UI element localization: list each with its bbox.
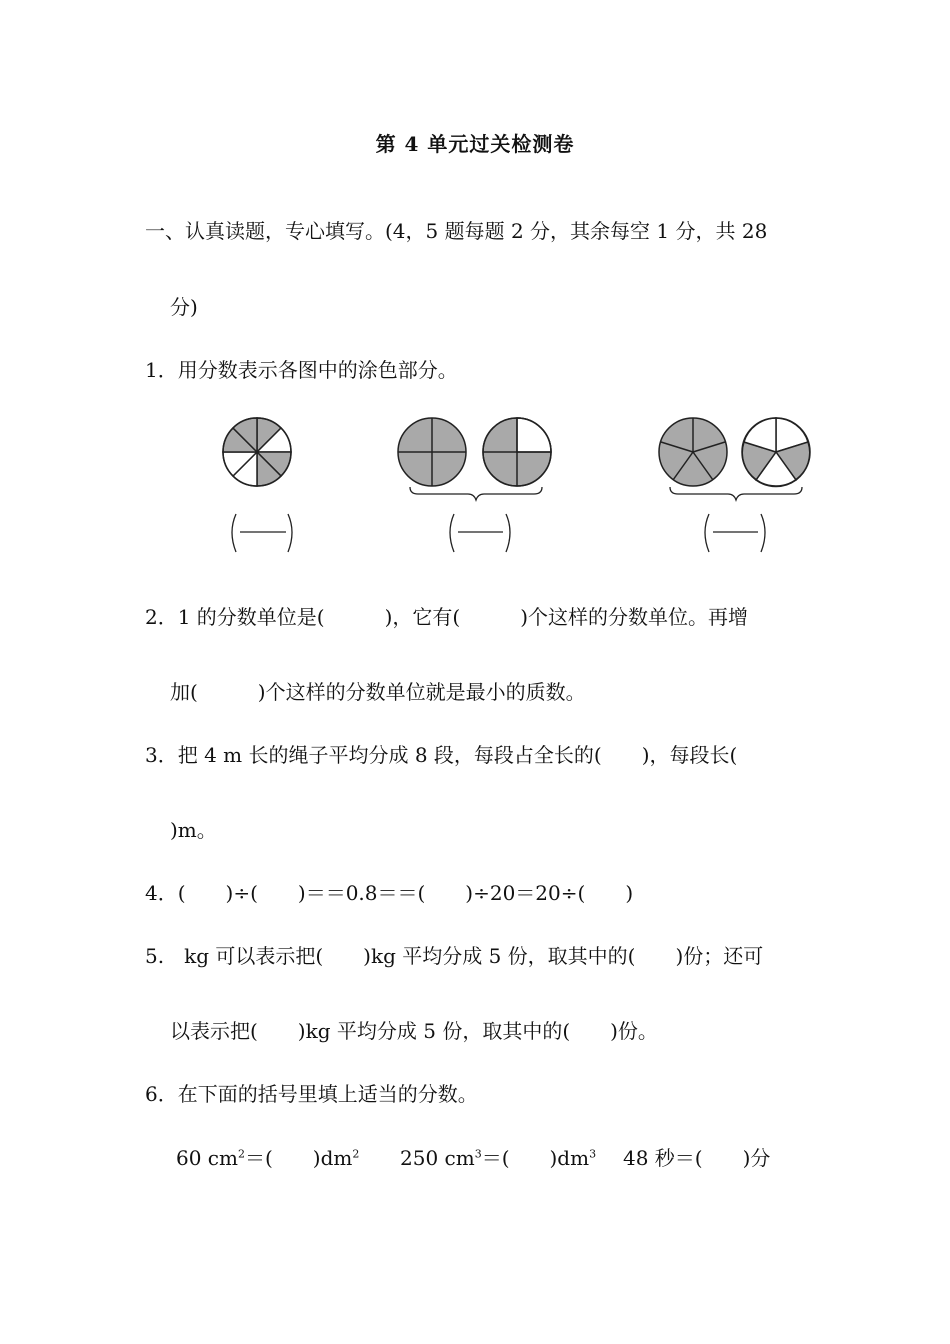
section-heading-line2: 分) <box>170 295 198 319</box>
question-6-item-b <box>400 1145 596 1171</box>
answer-blank-2 <box>450 514 510 552</box>
item-a-blank: ＝( )dm <box>244 1146 353 1170</box>
item-a-value: 60 cm <box>176 1146 238 1170</box>
figure-3-circle-left <box>659 418 727 486</box>
answer-blank-3 <box>705 514 765 552</box>
figure-2-circle-right <box>483 418 551 486</box>
fraction-figures <box>0 400 950 570</box>
figure-2-brace <box>410 487 542 500</box>
question-6-item-c: 48 秒＝( )分 <box>623 1146 771 1170</box>
question-3-line2: )m。 <box>170 818 217 842</box>
item-b-unit-exponent: 3 <box>589 1147 597 1161</box>
question-5-line2: 以表示把( )kg 平均分成 5 份，取其中的( )份。 <box>170 1019 658 1043</box>
question-2-line2: 加( )个这样的分数单位就是最小的质数。 <box>170 680 586 704</box>
item-a-exponent: 2 <box>237 1147 245 1161</box>
question-6: 6．在下面的括号里填上适当的分数。 <box>145 1082 478 1106</box>
question-4: 4．( )÷( )＝＝0.8＝＝( )÷20＝20÷( ) <box>145 881 634 905</box>
figure-2-circle-left <box>398 418 466 486</box>
item-b-value: 250 cm <box>400 1146 475 1170</box>
page-title: 第 4 单元过关检测卷 <box>375 132 575 156</box>
question-3-line1: 3．把 4 m 长的绳子平均分成 8 段，每段占全长的( )，每段长( <box>145 743 738 767</box>
item-b-blank: ＝( )dm <box>481 1146 590 1170</box>
figure-3-brace <box>670 487 802 500</box>
question-1: 1．用分数表示各图中的涂色部分。 <box>145 358 458 382</box>
item-a-unit-exponent: 2 <box>352 1147 360 1161</box>
figure-1-circle <box>223 418 291 486</box>
question-6-item-a <box>176 1145 359 1171</box>
section-heading-line1: 一、认真读题，专心填写。(4，5 题每题 2 分，其余每空 1 分，共 28 <box>145 219 768 243</box>
question-5-line1: 5. kg 可以表示把( )kg 平均分成 5 份，取其中的( )份；还可 <box>145 944 764 968</box>
figure-3-circle-right <box>742 418 810 487</box>
item-b-exponent: 3 <box>474 1147 482 1161</box>
answer-blank-1 <box>232 514 292 552</box>
question-2-line1: 2．1 的分数单位是( )，它有( )个这样的分数单位。再增 <box>145 605 749 629</box>
